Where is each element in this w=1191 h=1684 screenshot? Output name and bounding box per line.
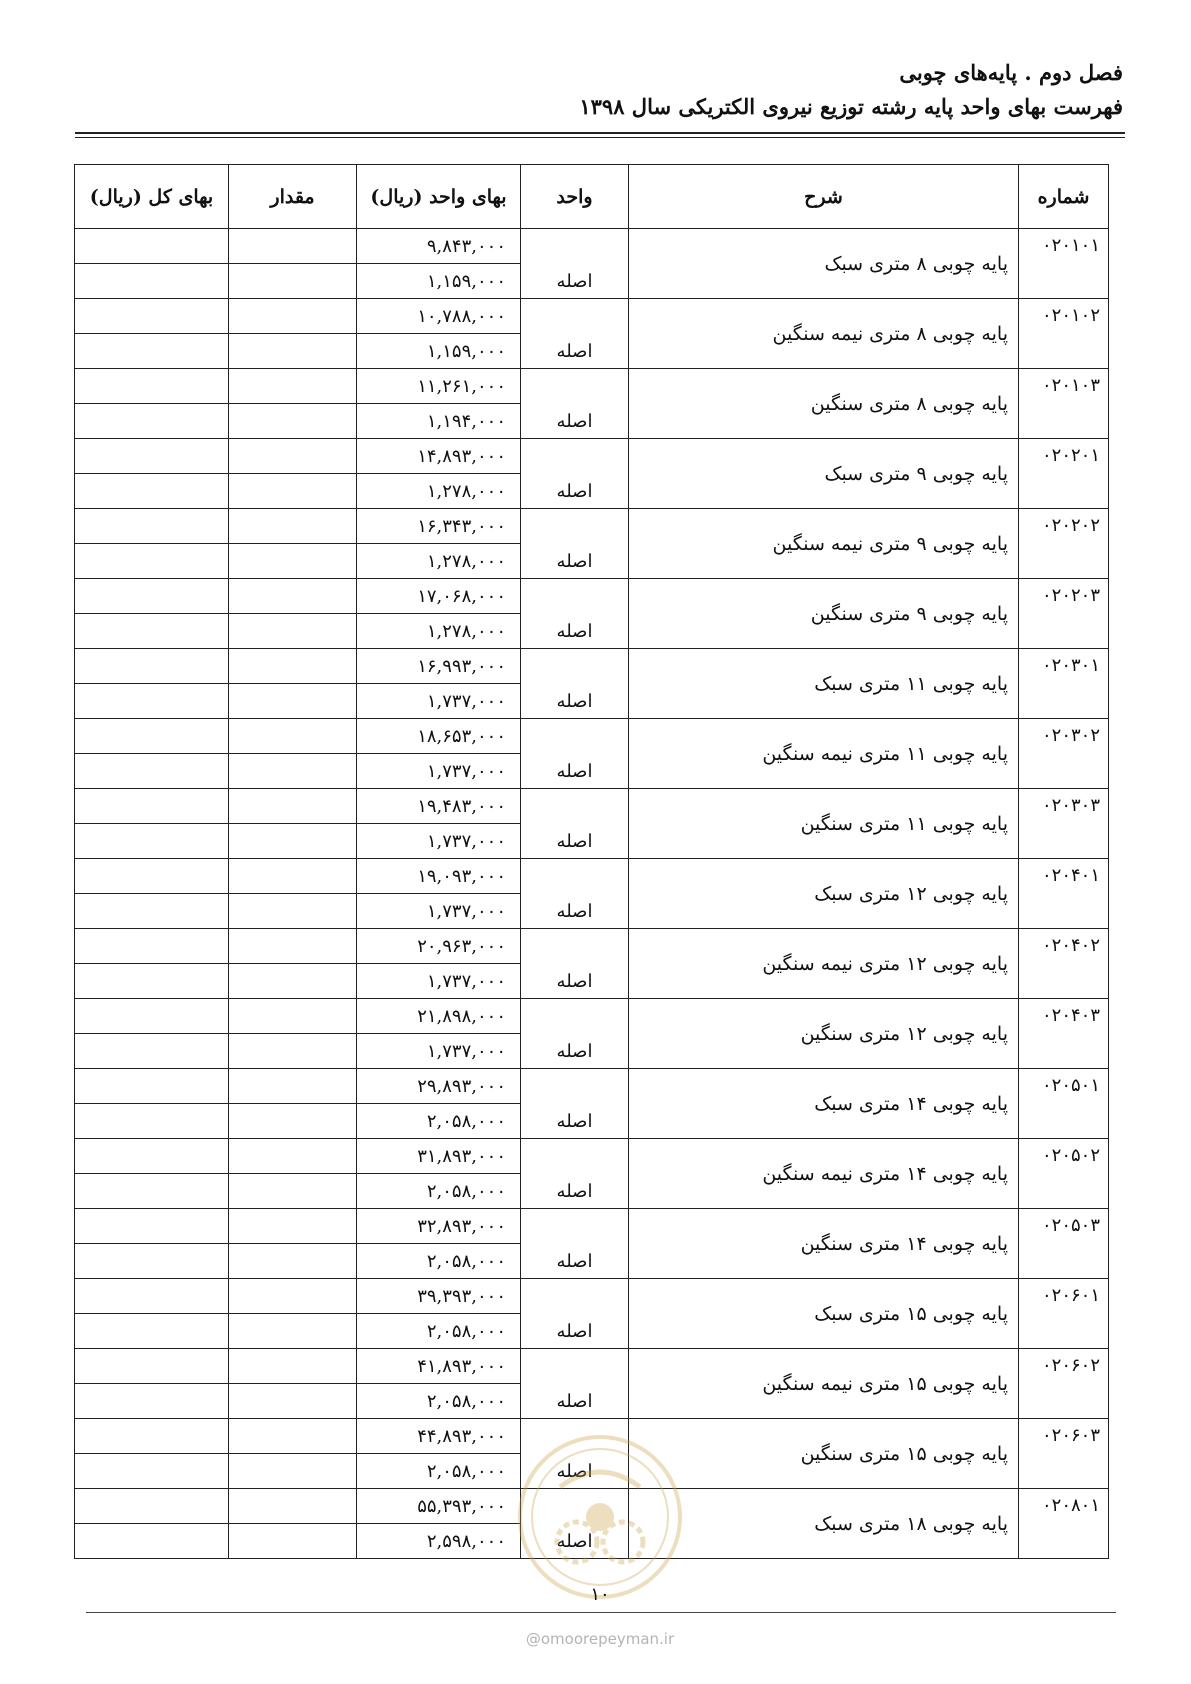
total-price-cell bbox=[75, 1069, 229, 1104]
col-header-unit: واحد bbox=[521, 165, 629, 229]
quantity-cell bbox=[229, 1384, 357, 1419]
unit-cell: اصله bbox=[521, 1279, 629, 1349]
unit-cell: اصله bbox=[521, 649, 629, 719]
total-price-cell bbox=[75, 719, 229, 754]
unit-price-cell: ۲,۰۵۸,۰۰۰ bbox=[357, 1454, 521, 1489]
code-cell: ۰۲۰۸۰۱ bbox=[1019, 1489, 1109, 1559]
unit-cell: اصله bbox=[521, 579, 629, 649]
header-rule-thin bbox=[75, 137, 1125, 138]
code-cell: ۰۲۰۱۰۳ bbox=[1019, 369, 1109, 439]
quantity-cell bbox=[229, 1104, 357, 1139]
quantity-cell bbox=[229, 474, 357, 509]
quantity-cell bbox=[229, 1489, 357, 1524]
code-cell: ۰۲۰۵۰۳ bbox=[1019, 1209, 1109, 1279]
total-price-cell bbox=[75, 1209, 229, 1244]
unit-cell: اصله bbox=[521, 299, 629, 369]
unit-price-cell: ۱۰,۷۸۸,۰۰۰ bbox=[357, 299, 521, 334]
chapter-title: فصل دوم . پایه‌های چوبی bbox=[899, 60, 1123, 85]
unit-price-cell: ۱۶,۳۴۳,۰۰۰ bbox=[357, 509, 521, 544]
quantity-cell bbox=[229, 824, 357, 859]
unit-cell: اصله bbox=[521, 439, 629, 509]
quantity-cell bbox=[229, 964, 357, 999]
code-cell: ۰۲۰۲۰۲ bbox=[1019, 509, 1109, 579]
quantity-cell bbox=[229, 1244, 357, 1279]
unit-price-cell: ۲۹,۸۹۳,۰۰۰ bbox=[357, 1069, 521, 1104]
quantity-cell bbox=[229, 684, 357, 719]
table-row bbox=[75, 1139, 1109, 1174]
quantity-cell bbox=[229, 1174, 357, 1209]
total-price-cell bbox=[75, 1524, 229, 1559]
quantity-cell bbox=[229, 334, 357, 369]
watermark-seal-logo bbox=[515, 1432, 685, 1602]
total-price-cell bbox=[75, 439, 229, 474]
unit-price-cell: ۱,۷۳۷,۰۰۰ bbox=[357, 964, 521, 999]
table-row bbox=[75, 859, 1109, 894]
description-cell: پایه چوبی ۱۲ متری سنگین bbox=[629, 999, 1019, 1069]
unit-price-cell: ۱,۷۳۷,۰۰۰ bbox=[357, 824, 521, 859]
total-price-cell bbox=[75, 824, 229, 859]
description-cell: پایه چوبی ۱۱ متری سبک bbox=[629, 649, 1019, 719]
unit-cell: اصله bbox=[521, 1069, 629, 1139]
total-price-cell bbox=[75, 999, 229, 1034]
quantity-cell bbox=[229, 509, 357, 544]
unit-price-cell: ۱۶,۹۹۳,۰۰۰ bbox=[357, 649, 521, 684]
quantity-cell bbox=[229, 1349, 357, 1384]
unit-cell: اصله bbox=[521, 229, 629, 299]
unit-price-cell: ۱,۱۵۹,۰۰۰ bbox=[357, 264, 521, 299]
description-cell: پایه چوبی ۱۵ متری سبک bbox=[629, 1279, 1019, 1349]
unit-price-cell: ۱,۷۳۷,۰۰۰ bbox=[357, 894, 521, 929]
unit-price-cell: ۱۴,۸۹۳,۰۰۰ bbox=[357, 439, 521, 474]
total-price-cell bbox=[75, 754, 229, 789]
table-row bbox=[75, 229, 1109, 264]
quantity-cell bbox=[229, 229, 357, 264]
unit-cell: اصله bbox=[521, 789, 629, 859]
total-price-cell bbox=[75, 299, 229, 334]
table-row bbox=[75, 1279, 1109, 1314]
document-title: فهرست بهای واحد پایه رشته توزیع نیروی الکتریکی سال ۱۳۹۸ bbox=[579, 94, 1123, 119]
total-price-cell bbox=[75, 1384, 229, 1419]
unit-price-cell: ۲,۰۵۸,۰۰۰ bbox=[357, 1384, 521, 1419]
total-price-cell bbox=[75, 1314, 229, 1349]
col-header-description: شرح bbox=[629, 165, 1019, 229]
unit-price-cell: ۱,۲۷۸,۰۰۰ bbox=[357, 474, 521, 509]
unit-price-cell: ۱,۱۵۹,۰۰۰ bbox=[357, 334, 521, 369]
code-cell: ۰۲۰۴۰۳ bbox=[1019, 999, 1109, 1069]
total-price-cell bbox=[75, 1349, 229, 1384]
unit-cell: اصله bbox=[521, 1489, 629, 1559]
quantity-cell bbox=[229, 544, 357, 579]
total-price-cell bbox=[75, 1279, 229, 1314]
total-price-cell bbox=[75, 1104, 229, 1139]
unit-price-cell: ۳۱,۸۹۳,۰۰۰ bbox=[357, 1139, 521, 1174]
total-price-cell bbox=[75, 474, 229, 509]
quantity-cell bbox=[229, 929, 357, 964]
total-price-cell bbox=[75, 789, 229, 824]
unit-price-cell: ۵۵,۳۹۳,۰۰۰ bbox=[357, 1489, 521, 1524]
table-row bbox=[75, 719, 1109, 754]
table-row bbox=[75, 509, 1109, 544]
unit-price-cell: ۲۰,۹۶۳,۰۰۰ bbox=[357, 929, 521, 964]
unit-cell: اصله bbox=[521, 719, 629, 789]
unit-price-cell: ۲,۵۹۸,۰۰۰ bbox=[357, 1524, 521, 1559]
col-header-total-price: بهای کل (ریال) bbox=[75, 165, 229, 229]
code-cell: ۰۲۰۳۰۳ bbox=[1019, 789, 1109, 859]
table-row bbox=[75, 439, 1109, 474]
total-price-cell bbox=[75, 1244, 229, 1279]
total-price-cell bbox=[75, 649, 229, 684]
unit-price-cell: ۱,۷۳۷,۰۰۰ bbox=[357, 1034, 521, 1069]
total-price-cell bbox=[75, 964, 229, 999]
unit-price-cell: ۲,۰۵۸,۰۰۰ bbox=[357, 1174, 521, 1209]
col-header-quantity: مقدار bbox=[229, 165, 357, 229]
description-cell: پایه چوبی ۱۴ متری سنگین bbox=[629, 1209, 1019, 1279]
total-price-cell bbox=[75, 404, 229, 439]
unit-price-cell: ۱۸,۶۵۳,۰۰۰ bbox=[357, 719, 521, 754]
table-row bbox=[75, 579, 1109, 614]
table-row bbox=[75, 299, 1109, 334]
description-cell: پایه چوبی ۸ متری نیمه سنگین bbox=[629, 299, 1019, 369]
description-cell: پایه چوبی ۱۴ متری سبک bbox=[629, 1069, 1019, 1139]
unit-cell: اصله bbox=[521, 1139, 629, 1209]
description-cell: پایه چوبی ۸ متری سنگین bbox=[629, 369, 1019, 439]
code-cell: ۰۲۰۶۰۱ bbox=[1019, 1279, 1109, 1349]
quantity-cell bbox=[229, 1314, 357, 1349]
code-cell: ۰۲۰۱۰۲ bbox=[1019, 299, 1109, 369]
quantity-cell bbox=[229, 369, 357, 404]
unit-price-cell: ۴۱,۸۹۳,۰۰۰ bbox=[357, 1349, 521, 1384]
unit-cell: اصله bbox=[521, 999, 629, 1069]
unit-price-cell: ۱,۷۳۷,۰۰۰ bbox=[357, 684, 521, 719]
quantity-cell bbox=[229, 439, 357, 474]
total-price-cell bbox=[75, 1454, 229, 1489]
quantity-cell bbox=[229, 299, 357, 334]
total-price-cell bbox=[75, 1174, 229, 1209]
quantity-cell bbox=[229, 264, 357, 299]
unit-price-cell: ۱,۲۷۸,۰۰۰ bbox=[357, 544, 521, 579]
total-price-cell bbox=[75, 1489, 229, 1524]
quantity-cell bbox=[229, 1209, 357, 1244]
unit-price-cell: ۱,۲۷۸,۰۰۰ bbox=[357, 614, 521, 649]
quantity-cell bbox=[229, 1034, 357, 1069]
page-number: ۱۰ bbox=[590, 1584, 610, 1605]
total-price-cell bbox=[75, 1139, 229, 1174]
description-cell: پایه چوبی ۹ متری سنگین bbox=[629, 579, 1019, 649]
header-rule-thick bbox=[75, 132, 1125, 134]
quantity-cell bbox=[229, 1454, 357, 1489]
total-price-cell bbox=[75, 894, 229, 929]
code-cell: ۰۲۰۳۰۱ bbox=[1019, 649, 1109, 719]
unit-price-cell: ۳۹,۳۹۳,۰۰۰ bbox=[357, 1279, 521, 1314]
table-row bbox=[75, 1209, 1109, 1244]
description-cell: پایه چوبی ۹ متری سبک bbox=[629, 439, 1019, 509]
page-header bbox=[68, 58, 1123, 122]
code-cell: ۰۲۰۳۰۲ bbox=[1019, 719, 1109, 789]
col-header-unit-price: بهای واحد (ریال) bbox=[357, 165, 521, 229]
quantity-cell bbox=[229, 754, 357, 789]
unit-cell: اصله bbox=[521, 369, 629, 439]
unit-price-cell: ۲,۰۵۸,۰۰۰ bbox=[357, 1244, 521, 1279]
quantity-cell bbox=[229, 404, 357, 439]
code-cell: ۰۲۰۴۰۱ bbox=[1019, 859, 1109, 929]
description-cell: پایه چوبی ۱۲ متری نیمه سنگین bbox=[629, 929, 1019, 999]
quantity-cell bbox=[229, 719, 357, 754]
quantity-cell bbox=[229, 1139, 357, 1174]
quantity-cell bbox=[229, 859, 357, 894]
footer-rule bbox=[86, 1612, 1116, 1613]
total-price-cell bbox=[75, 614, 229, 649]
table-row bbox=[75, 1349, 1109, 1384]
quantity-cell bbox=[229, 999, 357, 1034]
total-price-cell bbox=[75, 1419, 229, 1454]
unit-cell: اصله bbox=[521, 1419, 629, 1489]
total-price-cell bbox=[75, 544, 229, 579]
unit-price-cell: ۲۱,۸۹۸,۰۰۰ bbox=[357, 999, 521, 1034]
quantity-cell bbox=[229, 649, 357, 684]
unit-cell: اصله bbox=[521, 929, 629, 999]
description-cell: پایه چوبی ۱۵ متری سنگین bbox=[629, 1419, 1019, 1489]
col-header-code: شماره bbox=[1019, 165, 1109, 229]
quantity-cell bbox=[229, 579, 357, 614]
description-cell: پایه چوبی ۸ متری سبک bbox=[629, 229, 1019, 299]
description-cell: پایه چوبی ۱۲ متری سبک bbox=[629, 859, 1019, 929]
code-cell: ۰۲۰۴۰۲ bbox=[1019, 929, 1109, 999]
unit-cell: اصله bbox=[521, 859, 629, 929]
unit-price-cell: ۴۴,۸۹۳,۰۰۰ bbox=[357, 1419, 521, 1454]
code-cell: ۰۲۰۵۰۲ bbox=[1019, 1139, 1109, 1209]
unit-price-cell: ۱۹,۰۹۳,۰۰۰ bbox=[357, 859, 521, 894]
unit-cell: اصله bbox=[521, 1209, 629, 1279]
total-price-cell bbox=[75, 509, 229, 544]
description-cell: پایه چوبی ۱۱ متری سنگین bbox=[629, 789, 1019, 859]
table-body bbox=[75, 229, 1109, 1559]
total-price-cell bbox=[75, 859, 229, 894]
total-price-cell bbox=[75, 229, 229, 264]
table-row bbox=[75, 369, 1109, 404]
watermark-site: @omoorepeyman.ir bbox=[525, 1630, 675, 1648]
unit-price-cell: ۱,۷۳۷,۰۰۰ bbox=[357, 754, 521, 789]
quantity-cell bbox=[229, 1069, 357, 1104]
description-cell: پایه چوبی ۱۱ متری نیمه سنگین bbox=[629, 719, 1019, 789]
description-cell: پایه چوبی ۱۵ متری نیمه سنگین bbox=[629, 1349, 1019, 1419]
quantity-cell bbox=[229, 789, 357, 824]
table-row bbox=[75, 649, 1109, 684]
unit-price-cell: ۱۱,۲۶۱,۰۰۰ bbox=[357, 369, 521, 404]
quantity-cell bbox=[229, 1524, 357, 1559]
unit-price-cell: ۱۷,۰۶۸,۰۰۰ bbox=[357, 579, 521, 614]
description-cell: پایه چوبی ۱۴ متری نیمه سنگین bbox=[629, 1139, 1019, 1209]
total-price-cell bbox=[75, 1034, 229, 1069]
code-cell: ۰۲۰۶۰۲ bbox=[1019, 1349, 1109, 1419]
quantity-cell bbox=[229, 1419, 357, 1454]
unit-price-cell: ۱,۱۹۴,۰۰۰ bbox=[357, 404, 521, 439]
unit-price-cell: ۳۲,۸۹۳,۰۰۰ bbox=[357, 1209, 521, 1244]
code-cell: ۰۲۰۲۰۱ bbox=[1019, 439, 1109, 509]
table-row bbox=[75, 1069, 1109, 1104]
table-row bbox=[75, 789, 1109, 824]
unit-cell: اصله bbox=[521, 1349, 629, 1419]
total-price-cell bbox=[75, 684, 229, 719]
quantity-cell bbox=[229, 614, 357, 649]
price-table bbox=[74, 164, 1109, 1559]
table-row bbox=[75, 999, 1109, 1034]
code-cell: ۰۲۰۲۰۳ bbox=[1019, 579, 1109, 649]
unit-price-cell: ۲,۰۵۸,۰۰۰ bbox=[357, 1104, 521, 1139]
table-header-row bbox=[75, 165, 1109, 229]
description-cell: پایه چوبی ۹ متری نیمه سنگین bbox=[629, 509, 1019, 579]
code-cell: ۰۲۰۱۰۱ bbox=[1019, 229, 1109, 299]
total-price-cell bbox=[75, 369, 229, 404]
description-cell: پایه چوبی ۱۸ متری سبک bbox=[629, 1489, 1019, 1559]
code-cell: ۰۲۰۶۰۳ bbox=[1019, 1419, 1109, 1489]
unit-cell: اصله bbox=[521, 509, 629, 579]
total-price-cell bbox=[75, 264, 229, 299]
unit-price-cell: ۹,۸۴۳,۰۰۰ bbox=[357, 229, 521, 264]
quantity-cell bbox=[229, 894, 357, 929]
total-price-cell bbox=[75, 929, 229, 964]
total-price-cell bbox=[75, 334, 229, 369]
unit-price-cell: ۲,۰۵۸,۰۰۰ bbox=[357, 1314, 521, 1349]
quantity-cell bbox=[229, 1279, 357, 1314]
total-price-cell bbox=[75, 579, 229, 614]
unit-price-cell: ۱۹,۴۸۳,۰۰۰ bbox=[357, 789, 521, 824]
code-cell: ۰۲۰۵۰۱ bbox=[1019, 1069, 1109, 1139]
table-row bbox=[75, 929, 1109, 964]
